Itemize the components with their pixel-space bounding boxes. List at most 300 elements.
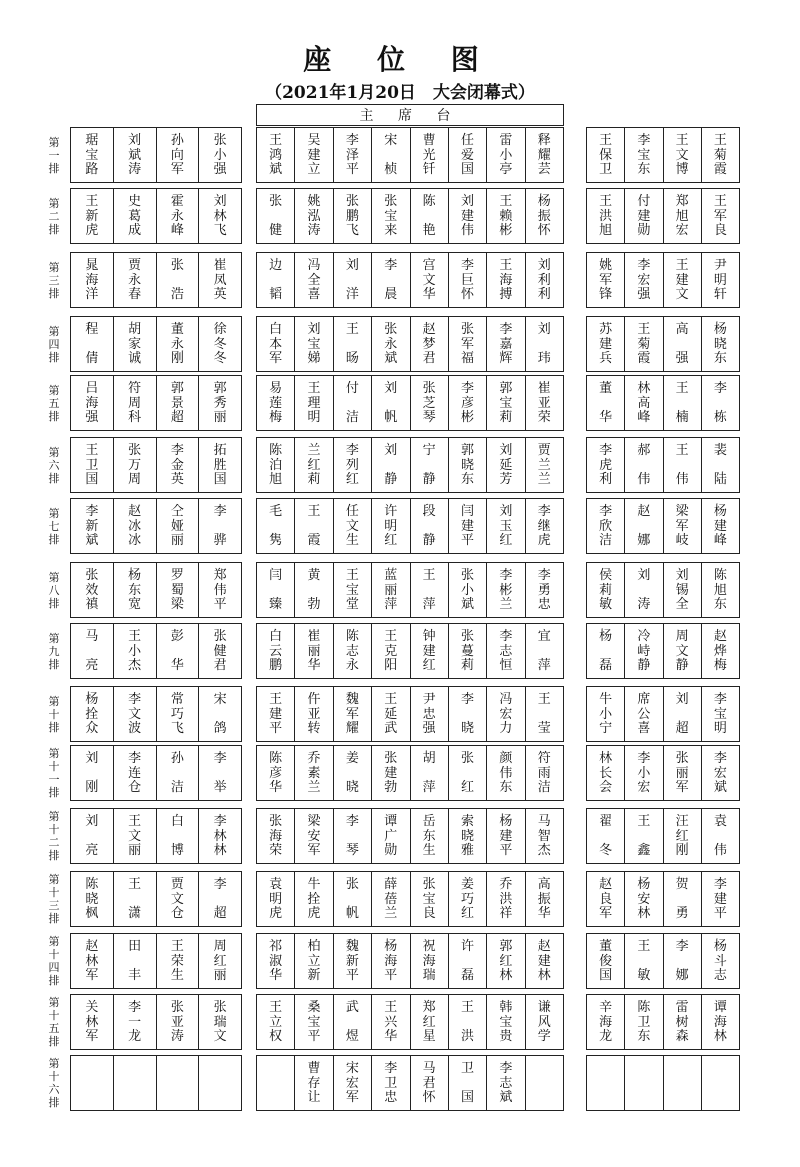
seat-cell: 赵 良 军 (599, 877, 613, 921)
seat-cell: 张 芝 琴 (410, 376, 448, 430)
seat-cell: 王 萍 (410, 563, 448, 617)
seat-cell: 贾 永 春 (113, 253, 156, 307)
seat-cell: 姜 晓 (333, 746, 371, 800)
seat-cell: 王 克 阳 (371, 624, 409, 678)
seat-cell: 刘 斌 涛 (113, 128, 156, 182)
seat-cell: 王 菊 霞 (624, 317, 662, 371)
seat-cell: 刘 亮 (85, 814, 99, 858)
seat-block-right (586, 437, 740, 493)
seat-cell: 李 新 斌 (85, 504, 99, 548)
seat-cell: 张 建 勃 (371, 746, 409, 800)
seat-cell: 李 彬 兰 (486, 563, 524, 617)
seat-cell: 席 公 喜 (624, 687, 662, 741)
seat-cell: 王 宝 堂 (333, 563, 371, 617)
seat-cell: 王 文 丽 (113, 809, 156, 863)
seat-cell: 王 赖 彬 (486, 189, 524, 243)
seat-cell: 杨 海 平 (371, 934, 409, 988)
seat-block-right (586, 994, 740, 1050)
seat-cell: 郑 红 星 (410, 995, 448, 1049)
seat-cell: 杨 磊 (599, 629, 613, 673)
seat-block-right (586, 316, 740, 372)
seat-cell: 刘 超 (663, 687, 701, 741)
seat-block-middle (256, 623, 564, 679)
seat-cell: 王 小 杰 (113, 624, 156, 678)
seat-cell: 杨 晓 东 (701, 317, 739, 371)
seat-cell: 史 葛 成 (113, 189, 156, 243)
seat-cell (624, 1056, 662, 1110)
seat-block-right (586, 127, 740, 183)
seat-cell (156, 1056, 199, 1110)
seat-cell: 马 亮 (85, 629, 99, 673)
seat-block-middle (256, 686, 564, 742)
seat-cell: 尹 明 轩 (701, 253, 739, 307)
seat-cell: 宋 桢 (371, 128, 409, 182)
seat-cell: 张 宝 良 (410, 872, 448, 926)
seat-cell: 董 俊 国 (599, 939, 613, 983)
seat-cell: 祁 淑 华 (269, 939, 283, 983)
seat-cell: 刘 帆 (371, 376, 409, 430)
seat-cell: 孙 向 军 (156, 128, 199, 182)
row-label: 第 二 排 (48, 196, 60, 236)
seat-cell: 杨 建 峰 (701, 499, 739, 553)
seat-cell: 任 爱 国 (448, 128, 486, 182)
seat-block-right (586, 933, 740, 989)
seat-cell: 周 文 静 (663, 624, 701, 678)
seat-cell: 王 洪 (448, 995, 486, 1049)
seat-cell: 赵 梦 君 (410, 317, 448, 371)
row-label: 第 五 排 (48, 383, 60, 423)
seat-block-middle (256, 1055, 564, 1111)
seat-cell: 姚 泓 涛 (294, 189, 332, 243)
seat-block-left (70, 498, 242, 554)
seat-block-middle (256, 375, 564, 431)
seat-cell: 雷 树 森 (663, 995, 701, 1049)
seat-cell: 郭 景 超 (156, 376, 199, 430)
seat-block-right (586, 745, 740, 801)
seat-cell: 郑 伟 平 (198, 563, 241, 617)
seat-cell: 拓 胜 国 (198, 438, 241, 492)
seat-cell: 杨 安 林 (624, 872, 662, 926)
seat-cell: 李 娜 (663, 934, 701, 988)
seat-cell: 刘 林 飞 (198, 189, 241, 243)
seat-cell: 索 晓 雅 (448, 809, 486, 863)
seat-cell: 乔 洪 祥 (486, 872, 524, 926)
seat-cell: 李 小 宏 (624, 746, 662, 800)
seat-cell: 郝 伟 (624, 438, 662, 492)
seat-cell: 王 军 良 (701, 189, 739, 243)
podium-label: 主 席 台 (256, 104, 564, 126)
seat-cell: 姜 巧 红 (448, 872, 486, 926)
seat-cell: 辛 海 龙 (599, 1000, 613, 1044)
seat-cell: 张 丽 军 (663, 746, 701, 800)
seat-cell: 刘 玮 (525, 317, 563, 371)
seat-cell: 谦 风 学 (525, 995, 563, 1049)
seat-cell: 关 林 军 (85, 1000, 99, 1044)
seat-cell: 梁 安 军 (294, 809, 332, 863)
seat-cell: 陈 卫 东 (624, 995, 662, 1049)
seat-cell: 董 永 刚 (156, 317, 199, 371)
seat-cell: 张 军 福 (448, 317, 486, 371)
seat-block-middle (256, 994, 564, 1050)
row-label: 第 十 一 排 (48, 747, 60, 799)
seat-cell (701, 1056, 739, 1110)
seat-cell: 刘 玉 红 (486, 499, 524, 553)
seat-block-right (586, 871, 740, 927)
seat-cell: 周 红 丽 (198, 934, 241, 988)
seat-cell: 李 宏 强 (624, 253, 662, 307)
seat-cell: 王 潇 (113, 872, 156, 926)
seat-cell: 李 泽 平 (333, 128, 371, 182)
seat-cell: 曹 存 让 (294, 1056, 332, 1110)
seat-cell: 李 宝 东 (624, 128, 662, 182)
row-label: 第 一 排 (48, 135, 60, 175)
seat-cell (113, 1056, 156, 1110)
seat-cell (525, 1056, 563, 1110)
seat-cell: 宁 静 (410, 438, 448, 492)
row-label: 第 三 排 (48, 260, 60, 300)
seat-cell: 袁 伟 (701, 809, 739, 863)
seat-block-middle (256, 498, 564, 554)
seat-cell: 王 伟 (663, 438, 701, 492)
seat-cell: 武 煜 (333, 995, 371, 1049)
seat-cell: 陈 泊 旭 (269, 443, 283, 487)
seat-cell: 郑 旭 宏 (663, 189, 701, 243)
seat-cell: 张 效 禛 (85, 568, 99, 612)
seat-cell: 张 永 斌 (371, 317, 409, 371)
seat-cell: 王 荣 生 (156, 934, 199, 988)
seat-cell: 赵 娜 (624, 499, 662, 553)
seat-block-left (70, 808, 242, 864)
seat-cell (198, 1056, 241, 1110)
seat-cell: 李 嘉 辉 (486, 317, 524, 371)
seat-cell: 李 晨 (371, 253, 409, 307)
seat-cell: 李 连 仓 (113, 746, 156, 800)
seat-cell: 王 延 武 (371, 687, 409, 741)
seat-cell: 陈 晓 枫 (85, 877, 99, 921)
seat-cell: 许 磊 (448, 934, 486, 988)
seat-cell: 李 一 龙 (113, 995, 156, 1049)
seat-cell: 宋 宏 军 (333, 1056, 371, 1110)
seat-cell: 毛 隽 (269, 504, 283, 548)
seat-block-right (586, 623, 740, 679)
seat-cell: 边 韬 (269, 258, 283, 302)
seat-cell: 乔 素 兰 (294, 746, 332, 800)
seat-cell: 柏 立 新 (294, 934, 332, 988)
seat-cell: 王 鸿 斌 (269, 133, 283, 177)
seat-block-left (70, 188, 242, 244)
seat-cell: 冷 峙 静 (624, 624, 662, 678)
seat-cell: 李 宏 斌 (701, 746, 739, 800)
seat-cell: 李 虎 利 (599, 443, 613, 487)
seat-cell: 苏 建 兵 (599, 322, 613, 366)
seat-cell: 李 宝 明 (701, 687, 739, 741)
seat-cell: 张 健 (269, 194, 283, 238)
seat-cell: 王 建 平 (269, 692, 283, 736)
seat-cell: 李 彦 彬 (448, 376, 486, 430)
seat-cell: 王 保 卫 (599, 133, 613, 177)
seat-cell: 胡 萍 (410, 746, 448, 800)
seat-cell: 王 海 搏 (486, 253, 524, 307)
seat-cell: 董 华 (599, 381, 613, 425)
seat-cell: 任 文 生 (333, 499, 371, 553)
seat-cell: 贾 兰 兰 (525, 438, 563, 492)
row-label: 第 七 排 (48, 506, 60, 546)
seat-block-middle (256, 437, 564, 493)
seat-block-left (70, 745, 242, 801)
row-label: 第 四 排 (48, 324, 60, 364)
seat-cell: 岳 东 生 (410, 809, 448, 863)
seat-cell: 符 雨 洁 (525, 746, 563, 800)
seat-cell: 王 文 博 (663, 128, 701, 182)
seat-cell: 琚 宝 路 (85, 133, 99, 177)
seat-cell: 徐 冬 冬 (198, 317, 241, 371)
seat-cell: 崔 凤 英 (198, 253, 241, 307)
seat-cell: 段 静 (410, 499, 448, 553)
seat-cell: 谭 海 林 (701, 995, 739, 1049)
seat-cell: 侯 莉 敏 (599, 568, 613, 612)
seat-cell: 杨 建 平 (486, 809, 524, 863)
seat-cell: 张 小 强 (198, 128, 241, 182)
seat-cell: 付 建 勋 (624, 189, 662, 243)
seat-block-left (70, 686, 242, 742)
seat-cell: 仵 亚 转 (294, 687, 332, 741)
seat-cell: 田 丰 (113, 934, 156, 988)
seat-cell: 晁 海 洋 (85, 258, 99, 302)
seat-cell: 张 海 荣 (269, 814, 283, 858)
seat-cell: 颜 伟 东 (486, 746, 524, 800)
seat-cell: 黄 勃 (294, 563, 332, 617)
seat-cell: 贾 文 仓 (156, 872, 199, 926)
seat-cell: 陈 旭 东 (701, 563, 739, 617)
seat-cell: 王 建 文 (663, 253, 701, 307)
seat-block-middle (256, 745, 564, 801)
seat-block-right (586, 1055, 740, 1111)
seat-cell: 霍 永 峰 (156, 189, 199, 243)
seat-cell: 陈 彦 华 (269, 751, 283, 795)
seat-cell: 高 强 (663, 317, 701, 371)
seat-cell: 陈 志 永 (333, 624, 371, 678)
seat-cell: 闫 臻 (269, 568, 283, 612)
seat-cell: 王 兴 华 (371, 995, 409, 1049)
seat-cell: 白 本 军 (269, 322, 283, 366)
row-label: 第 十 二 排 (48, 810, 60, 862)
seat-cell: 钟 建 红 (410, 624, 448, 678)
seat-cell: 符 周 科 (113, 376, 156, 430)
seat-cell: 李 举 (198, 746, 241, 800)
seat-block-left (70, 316, 242, 372)
seat-cell: 刘 刚 (85, 751, 99, 795)
seat-block-right (586, 808, 740, 864)
seat-cell: 曹 光 钎 (410, 128, 448, 182)
seat-cell: 郭 秀 丽 (198, 376, 241, 430)
seat-cell: 易 莲 梅 (269, 381, 283, 425)
seat-cell: 冯 宏 力 (486, 687, 524, 741)
seat-cell: 宫 文 华 (410, 253, 448, 307)
seat-block-left (70, 871, 242, 927)
seat-cell: 王 旸 (333, 317, 371, 371)
seat-cell: 牛 拴 虎 (294, 872, 332, 926)
seat-cell: 陈 艳 (410, 189, 448, 243)
seat-cell: 张 蔓 莉 (448, 624, 486, 678)
seat-cell: 裴 陆 (701, 438, 739, 492)
seat-cell: 李 骅 (198, 499, 241, 553)
seat-cell: 张 万 周 (113, 438, 156, 492)
seat-cell: 刘 静 (371, 438, 409, 492)
seat-cell: 李 卫 忠 (371, 1056, 409, 1110)
seat-cell: 雷 小 亭 (486, 128, 524, 182)
seat-cell: 卫 国 (448, 1056, 486, 1110)
seat-cell: 高 振 华 (525, 872, 563, 926)
seat-cell: 林 高 峰 (624, 376, 662, 430)
seat-cell: 杨 振 怀 (525, 189, 563, 243)
seat-cell: 桑 宝 平 (294, 995, 332, 1049)
seat-cell: 刘 涛 (624, 563, 662, 617)
seat-cell: 张 浩 (156, 253, 199, 307)
seat-block-middle (256, 933, 564, 989)
seat-cell (587, 1056, 624, 1110)
seat-cell: 李 林 林 (198, 809, 241, 863)
seat-cell: 王 菊 霞 (701, 128, 739, 182)
seat-block-left (70, 437, 242, 493)
seat-block-left (70, 1055, 242, 1111)
seat-cell: 汪 红 刚 (663, 809, 701, 863)
seat-cell: 王 新 虎 (85, 194, 99, 238)
seat-cell: 赵 林 军 (85, 939, 99, 983)
seat-cell: 刘 宝 娣 (294, 317, 332, 371)
seat-block-right (586, 498, 740, 554)
seat-block-left (70, 562, 242, 618)
seat-block-left (70, 933, 242, 989)
seat-cell: 张 宝 来 (371, 189, 409, 243)
seat-block-right (586, 562, 740, 618)
seat-cell: 赵 建 林 (525, 934, 563, 988)
seat-cell: 尹 忠 强 (410, 687, 448, 741)
row-label: 第 六 排 (48, 445, 60, 485)
seat-block-right (586, 375, 740, 431)
seat-cell: 杨 拴 众 (85, 692, 99, 736)
seat-cell: 牛 小 宁 (599, 692, 613, 736)
row-label: 第 十 四 排 (48, 935, 60, 987)
seat-cell: 崔 丽 华 (294, 624, 332, 678)
seat-cell: 赵 冰 冰 (113, 499, 156, 553)
seat-cell: 蓝 丽 萍 (371, 563, 409, 617)
seat-cell: 魏 新 平 (333, 934, 371, 988)
seat-cell: 姚 军 锋 (599, 258, 613, 302)
seat-cell: 刘 建 伟 (448, 189, 486, 243)
seat-cell: 王 敏 (624, 934, 662, 988)
seat-cell: 王 理 明 (294, 376, 332, 430)
seat-cell: 张 鹏 飞 (333, 189, 371, 243)
seat-cell: 冯 全 喜 (294, 253, 332, 307)
seat-cell: 常 巧 飞 (156, 687, 199, 741)
seat-cell: 祝 海 瑞 (410, 934, 448, 988)
seat-cell: 林 长 会 (599, 751, 613, 795)
seat-block-middle (256, 252, 564, 308)
seat-cell: 程 倩 (85, 322, 99, 366)
seat-block-middle (256, 808, 564, 864)
seat-cell: 袁 明 虎 (269, 877, 283, 921)
seat-cell: 张 小 斌 (448, 563, 486, 617)
seat-cell: 李 栋 (701, 376, 739, 430)
row-label: 第 十 六 排 (48, 1057, 60, 1109)
seat-cell: 郭 宝 莉 (486, 376, 524, 430)
seat-cell: 张 亚 涛 (156, 995, 199, 1049)
seat-cell: 马 君 怀 (410, 1056, 448, 1110)
seat-cell: 王 莹 (525, 687, 563, 741)
seat-cell: 薛 蓓 兰 (371, 872, 409, 926)
seat-cell: 贺 勇 (663, 872, 701, 926)
seat-block-right (586, 252, 740, 308)
seat-cell: 韩 宝 贵 (486, 995, 524, 1049)
seat-cell: 仝 娅 丽 (156, 499, 199, 553)
seat-cell: 翟 冬 (599, 814, 613, 858)
seat-cell (257, 1056, 294, 1110)
seat-cell: 白 博 (156, 809, 199, 863)
row-label: 第 九 排 (48, 631, 60, 671)
seat-cell: 宜 萍 (525, 624, 563, 678)
seat-cell: 吕 海 强 (85, 381, 99, 425)
seat-cell: 杨 斗 志 (701, 934, 739, 988)
seat-block-middle (256, 316, 564, 372)
seat-block-middle (256, 871, 564, 927)
seat-cell: 李 继 虎 (525, 499, 563, 553)
seat-block-left (70, 623, 242, 679)
seat-block-left (70, 252, 242, 308)
row-label: 第 八 排 (48, 570, 60, 610)
seat-cell: 谭 广 勋 (371, 809, 409, 863)
row-label: 第 十 三 排 (48, 873, 60, 925)
row-label: 第 十 五 排 (48, 996, 60, 1048)
seat-cell: 王 卫 国 (85, 443, 99, 487)
seat-cell: 魏 军 耀 (333, 687, 371, 741)
seat-cell: 李 文 波 (113, 687, 156, 741)
seat-block-left (70, 994, 242, 1050)
seat-block-middle (256, 562, 564, 618)
seat-cell: 王 立 权 (269, 1000, 283, 1044)
seat-cell: 兰 红 莉 (294, 438, 332, 492)
seat-cell: 吴 建 立 (294, 128, 332, 182)
seat-cell: 刘 利 利 (525, 253, 563, 307)
seat-cell: 崔 亚 荣 (525, 376, 563, 430)
seat-cell: 王 洪 旭 (599, 194, 613, 238)
seat-cell: 李 琴 (333, 809, 371, 863)
seat-cell: 郭 晓 东 (448, 438, 486, 492)
seat-cell: 张 红 (448, 746, 486, 800)
seat-cell: 李 勇 忠 (525, 563, 563, 617)
seat-block-right (586, 188, 740, 244)
seat-cell: 梁 军 岐 (663, 499, 701, 553)
seat-cell: 王 霞 (294, 499, 332, 553)
seat-cell: 孙 洁 (156, 746, 199, 800)
seat-cell (663, 1056, 701, 1110)
seat-cell: 付 洁 (333, 376, 371, 430)
seat-cell: 白 云 鹏 (269, 629, 283, 673)
seat-cell: 彭 华 (156, 624, 199, 678)
seat-cell: 刘 延 芳 (486, 438, 524, 492)
row-label: 第 十 排 (48, 694, 60, 734)
seat-cell: 闫 建 平 (448, 499, 486, 553)
seat-cell: 胡 家 诚 (113, 317, 156, 371)
seat-cell: 王 楠 (663, 376, 701, 430)
seat-cell: 李 超 (198, 872, 241, 926)
seat-cell: 刘 锡 全 (663, 563, 701, 617)
page-subtitle: （2021年1月20日 大会闭幕式） (265, 83, 535, 103)
page-title: 座 位 图 (303, 43, 497, 76)
seat-cell: 郭 红 林 (486, 934, 524, 988)
seat-cell: 李 欣 洁 (599, 504, 613, 548)
seat-cell: 释 耀 芸 (525, 128, 563, 182)
seat-cell: 杨 东 宽 (113, 563, 156, 617)
